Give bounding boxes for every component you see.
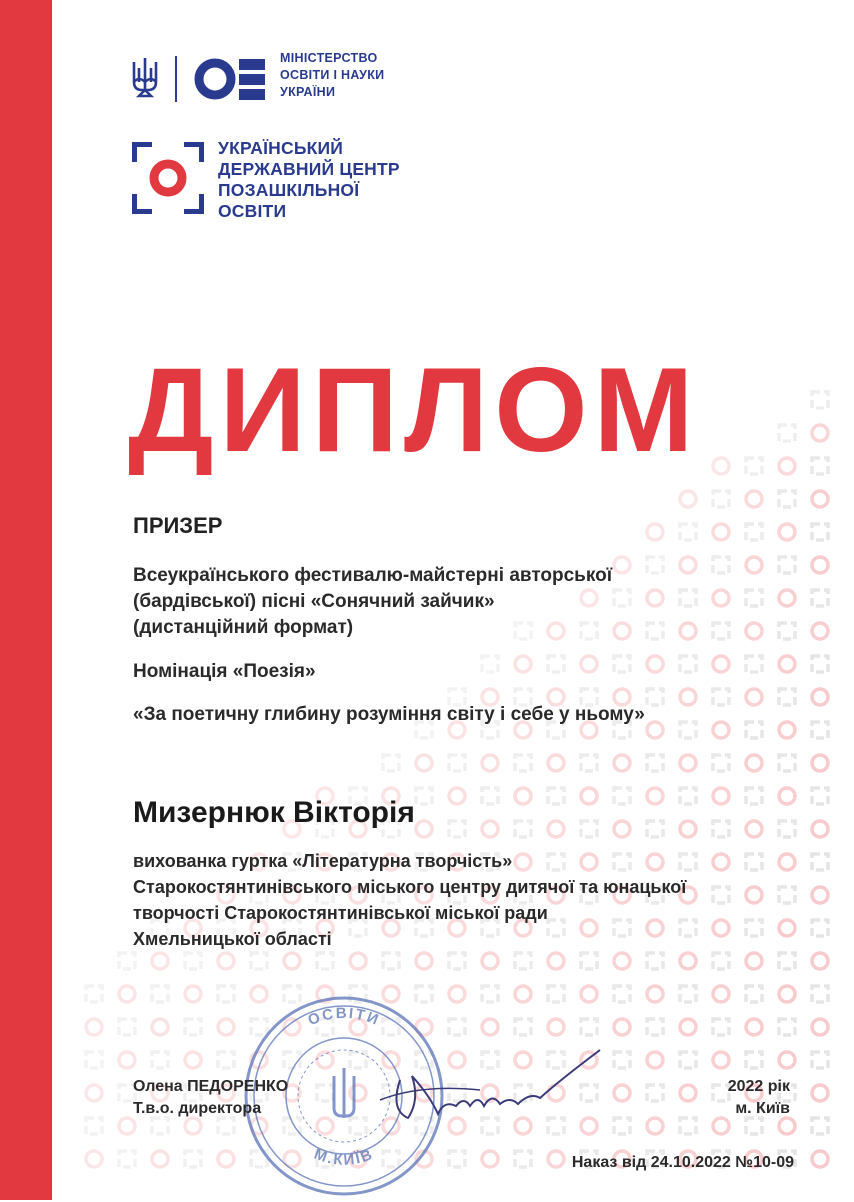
ministry-name-line: УКРАЇНИ bbox=[280, 85, 336, 99]
pattern-square bbox=[614, 788, 630, 804]
pattern-ring bbox=[548, 1151, 564, 1167]
pattern-square bbox=[746, 920, 762, 936]
issue-city: м. Київ bbox=[735, 1100, 790, 1117]
pattern-square bbox=[449, 1151, 465, 1167]
pattern-ring bbox=[779, 788, 795, 804]
pattern-ring bbox=[680, 953, 696, 969]
pattern-ring bbox=[713, 920, 729, 936]
pattern-ring bbox=[218, 953, 234, 969]
pattern-ring bbox=[779, 920, 795, 936]
pattern-ring bbox=[482, 755, 498, 771]
order-reference: Наказ від 24.10.2022 №10-09 bbox=[571, 1154, 794, 1171]
pattern-square bbox=[218, 1118, 234, 1134]
pattern-ring bbox=[185, 1052, 201, 1068]
pattern-square bbox=[779, 887, 795, 903]
pattern-square bbox=[515, 689, 531, 705]
ministry-name-line: МІНІСТЕРСТВО bbox=[280, 51, 378, 65]
pattern-ring bbox=[350, 953, 366, 969]
pattern-square bbox=[812, 590, 828, 606]
pattern-ring bbox=[614, 953, 630, 969]
pattern-square bbox=[449, 953, 465, 969]
pattern-ring bbox=[779, 1118, 795, 1134]
pattern-square bbox=[416, 788, 432, 804]
pattern-square bbox=[317, 953, 333, 969]
pattern-square bbox=[680, 986, 696, 1002]
pattern-square bbox=[647, 953, 663, 969]
pattern-ring bbox=[647, 986, 663, 1002]
pattern-ring bbox=[614, 1019, 630, 1035]
pattern-ring bbox=[713, 524, 729, 540]
pattern-square bbox=[515, 1151, 531, 1167]
pattern-square bbox=[779, 1019, 795, 1035]
pattern-square bbox=[581, 755, 597, 771]
pattern-ring bbox=[647, 1052, 663, 1068]
pattern-square bbox=[812, 986, 828, 1002]
pattern-ring bbox=[680, 557, 696, 573]
signer-name: Олена ПЕДОРЕНКО bbox=[133, 1078, 289, 1095]
pattern-ring bbox=[515, 788, 531, 804]
pattern-ring bbox=[647, 788, 663, 804]
pattern-ring bbox=[515, 986, 531, 1002]
pattern-square bbox=[713, 557, 729, 573]
pattern-square bbox=[779, 491, 795, 507]
pattern-ring bbox=[746, 1019, 762, 1035]
pattern-square bbox=[647, 1085, 663, 1101]
pattern-square bbox=[482, 656, 498, 672]
pattern-ring bbox=[515, 656, 531, 672]
pattern-square bbox=[779, 425, 795, 441]
pattern-square bbox=[218, 986, 234, 1002]
pattern-square bbox=[581, 689, 597, 705]
pattern-ring bbox=[548, 689, 564, 705]
pattern-ring bbox=[152, 1151, 168, 1167]
pattern-square bbox=[119, 1151, 135, 1167]
pattern-ring bbox=[713, 590, 729, 606]
pattern-square bbox=[647, 821, 663, 837]
pattern-ring bbox=[812, 689, 828, 705]
pattern-square bbox=[548, 788, 564, 804]
pattern-ring bbox=[548, 1019, 564, 1035]
pattern-square bbox=[383, 953, 399, 969]
center-name-line: УКРАЇНСЬКИЙ bbox=[218, 138, 344, 158]
affiliation-line: творчості Старокостянтинівської міської ради bbox=[133, 903, 548, 923]
pattern-square bbox=[152, 1052, 168, 1068]
pattern-square bbox=[746, 986, 762, 1002]
pattern-ring bbox=[647, 722, 663, 738]
pattern-ring bbox=[746, 887, 762, 903]
pattern-ring bbox=[548, 953, 564, 969]
pattern-ring bbox=[482, 689, 498, 705]
pattern-square bbox=[812, 524, 828, 540]
pattern-ring bbox=[185, 1118, 201, 1134]
pattern-ring bbox=[416, 821, 432, 837]
pattern-square bbox=[680, 656, 696, 672]
pattern-square bbox=[119, 953, 135, 969]
pattern-ring bbox=[779, 854, 795, 870]
pattern-ring bbox=[614, 689, 630, 705]
pattern-square bbox=[746, 524, 762, 540]
pattern-square bbox=[515, 1019, 531, 1035]
pattern-square bbox=[614, 590, 630, 606]
pattern-ring bbox=[746, 623, 762, 639]
pattern-square bbox=[713, 1019, 729, 1035]
event-line: (бардівської) пісні «Сонячний зайчик» bbox=[133, 591, 495, 612]
pattern-square bbox=[86, 986, 102, 1002]
pattern-ring bbox=[119, 1052, 135, 1068]
pattern-ring bbox=[482, 1019, 498, 1035]
award-reason: «За поетичну глибину розуміння світу і себе у ньому» bbox=[133, 704, 645, 725]
handwritten-signature bbox=[360, 1040, 620, 1130]
pattern-square bbox=[185, 1019, 201, 1035]
pattern-ring bbox=[284, 953, 300, 969]
pattern-ring bbox=[218, 1151, 234, 1167]
pattern-square bbox=[482, 788, 498, 804]
ministry-name-line: ОСВІТИ І НАУКИ bbox=[280, 68, 385, 82]
pattern-square bbox=[449, 821, 465, 837]
pattern-square bbox=[713, 689, 729, 705]
pattern-ring bbox=[614, 755, 630, 771]
signer-block bbox=[133, 1076, 288, 1120]
pattern-square bbox=[680, 1118, 696, 1134]
pattern-square bbox=[746, 656, 762, 672]
pattern-ring bbox=[647, 524, 663, 540]
pattern-square bbox=[515, 821, 531, 837]
pattern-ring bbox=[713, 458, 729, 474]
pattern-ring bbox=[416, 953, 432, 969]
pattern-square bbox=[119, 1019, 135, 1035]
pattern-ring bbox=[482, 953, 498, 969]
pattern-ring bbox=[812, 623, 828, 639]
center-logo-icon bbox=[132, 142, 204, 214]
pattern-ring bbox=[713, 656, 729, 672]
pattern-ring bbox=[218, 1019, 234, 1035]
date-place-block bbox=[728, 1076, 790, 1120]
pattern-ring bbox=[713, 854, 729, 870]
pattern-square bbox=[680, 1052, 696, 1068]
pattern-ring bbox=[152, 953, 168, 969]
pattern-ring bbox=[482, 1151, 498, 1167]
pattern-square bbox=[185, 953, 201, 969]
trident-icon bbox=[130, 56, 160, 100]
pattern-ring bbox=[449, 788, 465, 804]
pattern-square bbox=[812, 1052, 828, 1068]
pattern-ring bbox=[119, 1118, 135, 1134]
pattern-square bbox=[482, 986, 498, 1002]
event-line: Всеукраїнського фестивалю-майстерні авторської bbox=[133, 565, 613, 586]
pattern-square bbox=[812, 458, 828, 474]
pattern-ring bbox=[713, 986, 729, 1002]
pattern-ring bbox=[812, 1019, 828, 1035]
pattern-square bbox=[713, 887, 729, 903]
pattern-square bbox=[812, 722, 828, 738]
pattern-square bbox=[86, 1118, 102, 1134]
pattern-square bbox=[779, 755, 795, 771]
recipient-affiliation bbox=[133, 848, 686, 952]
pattern-square bbox=[713, 821, 729, 837]
pattern-square bbox=[713, 1085, 729, 1101]
pattern-square bbox=[779, 689, 795, 705]
pattern-square bbox=[779, 953, 795, 969]
seal-text-top: ОСВІТИ bbox=[305, 1004, 383, 1030]
pattern-square bbox=[746, 788, 762, 804]
pattern-square bbox=[746, 722, 762, 738]
pattern-ring bbox=[680, 755, 696, 771]
pattern-ring bbox=[680, 1019, 696, 1035]
pattern-square bbox=[812, 656, 828, 672]
pattern-ring bbox=[647, 1118, 663, 1134]
diploma-title: ДИПЛОМ bbox=[128, 343, 700, 477]
affiliation-line: Старокостянтинівського міського центру дитячої та юнацької bbox=[133, 877, 687, 897]
pattern-ring bbox=[779, 722, 795, 738]
pattern-square bbox=[449, 755, 465, 771]
pattern-square bbox=[746, 1052, 762, 1068]
pattern-ring bbox=[713, 722, 729, 738]
pattern-square bbox=[713, 491, 729, 507]
pattern-square bbox=[383, 755, 399, 771]
pattern-square bbox=[680, 722, 696, 738]
pattern-ring bbox=[86, 1019, 102, 1035]
pattern-square bbox=[614, 656, 630, 672]
pattern-square bbox=[746, 1118, 762, 1134]
pattern-square bbox=[680, 788, 696, 804]
pattern-ring bbox=[812, 1151, 828, 1167]
pattern-ring bbox=[812, 755, 828, 771]
pattern-ring bbox=[614, 623, 630, 639]
pattern-ring bbox=[812, 887, 828, 903]
pattern-ring bbox=[812, 557, 828, 573]
pattern-ring bbox=[812, 1085, 828, 1101]
pattern-ring bbox=[779, 524, 795, 540]
pattern-square bbox=[812, 854, 828, 870]
pattern-ring bbox=[647, 656, 663, 672]
pattern-ring bbox=[779, 656, 795, 672]
pattern-square bbox=[713, 953, 729, 969]
pattern-square bbox=[746, 854, 762, 870]
pattern-square bbox=[647, 623, 663, 639]
pattern-square bbox=[713, 623, 729, 639]
pattern-ring bbox=[779, 590, 795, 606]
pattern-ring bbox=[812, 821, 828, 837]
center-name-line: ПОЗАШКІЛЬНОЇ bbox=[218, 180, 360, 200]
pattern-ring bbox=[482, 821, 498, 837]
pattern-ring bbox=[416, 755, 432, 771]
pattern-square bbox=[449, 1019, 465, 1035]
pattern-square bbox=[581, 1019, 597, 1035]
pattern-ring bbox=[581, 656, 597, 672]
pattern-square bbox=[746, 458, 762, 474]
pattern-ring bbox=[614, 821, 630, 837]
pattern-square bbox=[812, 788, 828, 804]
ministry-name bbox=[280, 50, 384, 101]
pattern-ring bbox=[746, 491, 762, 507]
award-status: ПРИЗЕР bbox=[133, 513, 223, 538]
pattern-square bbox=[614, 986, 630, 1002]
pattern-ring bbox=[746, 557, 762, 573]
pattern-ring bbox=[647, 590, 663, 606]
pattern-square bbox=[680, 524, 696, 540]
pattern-square bbox=[86, 1052, 102, 1068]
pattern-square bbox=[185, 1151, 201, 1167]
pattern-ring bbox=[746, 821, 762, 837]
pattern-ring bbox=[548, 755, 564, 771]
pattern-ring bbox=[680, 623, 696, 639]
pattern-ring bbox=[449, 986, 465, 1002]
pattern-ring bbox=[713, 788, 729, 804]
pattern-ring bbox=[746, 755, 762, 771]
pattern-ring bbox=[680, 1085, 696, 1101]
pattern-square bbox=[548, 986, 564, 1002]
pattern-square bbox=[581, 953, 597, 969]
pattern-ring bbox=[86, 1151, 102, 1167]
pattern-square bbox=[218, 1052, 234, 1068]
center-name-line: ОСВІТИ bbox=[218, 201, 287, 221]
pattern-square bbox=[647, 557, 663, 573]
pattern-ring bbox=[812, 953, 828, 969]
pattern-ring bbox=[713, 1052, 729, 1068]
pattern-square bbox=[779, 557, 795, 573]
signer-position: Т.в.о. директора bbox=[133, 1100, 262, 1117]
recipient-name: Мизернюк Вікторія bbox=[133, 796, 415, 829]
pattern-square bbox=[713, 755, 729, 771]
pattern-ring bbox=[746, 689, 762, 705]
seal-trident-icon bbox=[334, 1068, 354, 1118]
pattern-square bbox=[251, 953, 267, 969]
pattern-ring bbox=[779, 1052, 795, 1068]
pattern-ring bbox=[812, 491, 828, 507]
pattern-ring bbox=[812, 425, 828, 441]
pattern-ring bbox=[581, 986, 597, 1002]
pattern-square bbox=[449, 689, 465, 705]
pattern-ring bbox=[680, 821, 696, 837]
pattern-square bbox=[152, 986, 168, 1002]
pattern-square bbox=[152, 1118, 168, 1134]
pattern-square bbox=[515, 953, 531, 969]
pattern-ring bbox=[779, 458, 795, 474]
event-line: (дистанційний формат) bbox=[133, 617, 354, 638]
seal-text-bottom: М.КИЇВ bbox=[311, 1145, 377, 1169]
pattern-square bbox=[647, 689, 663, 705]
pattern-square bbox=[746, 590, 762, 606]
pattern-square bbox=[581, 821, 597, 837]
pattern-square bbox=[779, 623, 795, 639]
pattern-square bbox=[647, 755, 663, 771]
affiliation-line: Хмельницької області bbox=[133, 929, 332, 949]
pattern-ring bbox=[152, 1019, 168, 1035]
event-name bbox=[133, 563, 612, 641]
pattern-ring bbox=[581, 788, 597, 804]
pattern-ring bbox=[119, 986, 135, 1002]
pattern-square bbox=[812, 1118, 828, 1134]
logo-divider bbox=[175, 56, 177, 102]
pattern-square bbox=[812, 920, 828, 936]
pattern-ring bbox=[548, 821, 564, 837]
pattern-ring bbox=[680, 491, 696, 507]
center-name-line: ДЕРЖАВНИЙ ЦЕНТР bbox=[218, 159, 400, 179]
pattern-ring bbox=[746, 953, 762, 969]
pattern-ring bbox=[779, 986, 795, 1002]
pattern-square bbox=[515, 755, 531, 771]
nomination: Номінація «Поезія» bbox=[133, 661, 316, 682]
pattern-ring bbox=[614, 557, 630, 573]
issue-year: 2022 рік bbox=[727, 1078, 790, 1095]
pattern-ring bbox=[185, 986, 201, 1002]
pattern-square bbox=[812, 392, 828, 408]
pattern-ring bbox=[680, 689, 696, 705]
ministry-logo-icon bbox=[193, 56, 273, 102]
pattern-ring bbox=[713, 1118, 729, 1134]
pattern-square bbox=[779, 821, 795, 837]
pattern-square bbox=[548, 656, 564, 672]
pattern-square bbox=[647, 1019, 663, 1035]
affiliation-line: вихованка гуртка «Літературна творчість» bbox=[133, 851, 513, 871]
pattern-square bbox=[680, 590, 696, 606]
pattern-ring bbox=[86, 1085, 102, 1101]
center-name bbox=[218, 138, 400, 222]
